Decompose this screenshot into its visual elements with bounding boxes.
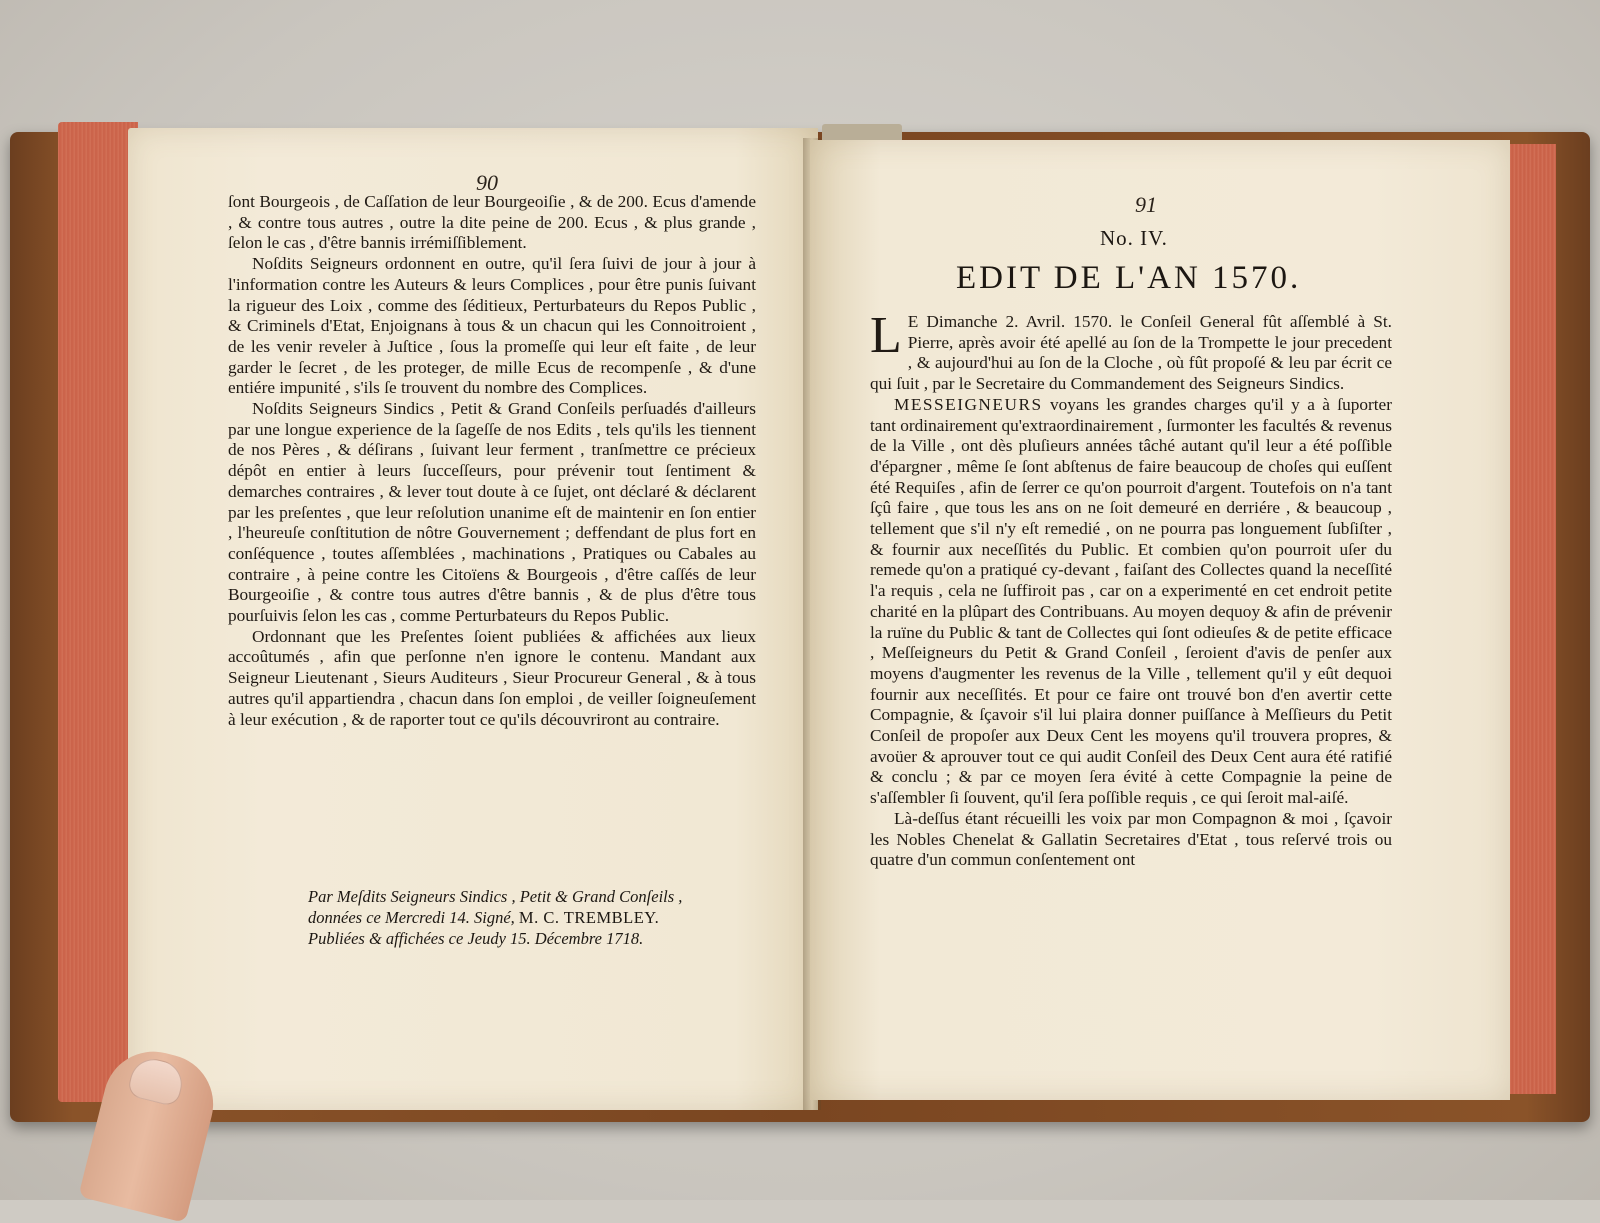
drop-cap: L — [870, 307, 902, 364]
document-number: No. IV. — [1100, 226, 1168, 250]
left-paragraph-2: Noſdits Seigneurs ordonnent en outre, qu'il ſera ſuivi de jour à jour à l'information contre les Auteurs & leurs Complices , pour être punis ſuivant la rigueur des Loix , comme des ſéditieux, Perturbateurs du Repos Public , & Criminels d'Etat, Enjoignans à tous & un chacun qui les Connoitroient , de les venir reveler à Juſtice , ſous la promeſſe qui leur eſt faite , de leur garder le ſecret , de les proteger, de mille Ecus de recompenſe , & d'une entiére impunité , s'ils ſe trouvent du nombre des Complices. — [228, 254, 756, 398]
signature-date: données ce Mercredi 14. Signé, — [308, 908, 515, 927]
left-page-number: 90 — [476, 170, 498, 195]
left-paragraph-3: Noſdits Seigneurs Sindics , Petit & Grand Conſeils perſuadés d'ailleurs par une longue experience de la ſageſſe de nos Edits , tels qu'ils les tiennent de nos Pères , & déſirans , ſuivant leur ferment , tranſmettre ce précieux dépôt en entier à leurs ſucceſſeurs, pour prévenir tout ſentiment & demarches contraires , & lever tout doute à ce ſujet, ont déclaré & déclarent par les preſentes , que leur reſolution unanime eſt de maintenir en ſon entier , l'heureuſe conſtitution de nôtre Gouvernement ; deffendant de plus fort en conſéquence , toutes aſſemblées , machinations , Pratiques ou Cabales au contraire , à peine contre les Citoïens & Bourgeois , d'être caſſés de leur Bourgeoiſie , & contre tous autres d'être bannis , & de plus d'être tous pourſuivis ſelon les cas , comme Perturbateurs du Repos Public. — [228, 399, 756, 626]
right-page-number: 91 — [1135, 192, 1157, 217]
signature-block — [308, 886, 768, 949]
left-paragraph-1: ſont Bourgeois , de Caſſation de leur Bourgeoiſie , & de 200. Ecus d'amende , & contre tous autres , outre la dite peine de 200. Ecus , & plus grande , ſelon le cas , d'être bannis irrémiſſiblement. — [228, 192, 756, 253]
left-page-body — [228, 192, 756, 730]
open-book — [10, 118, 1590, 1128]
right-paragraph-3: Là-deſſus étant récueilli les voix par mon Compagnon & moi , ſçavoir les Nobles Chenelat & Gallatin Secretaires d'Etat , tous reſervé trois ou quatre d'un commun conſentement ont — [870, 808, 1392, 870]
left-page — [128, 128, 818, 1110]
right-paragraph-1 — [870, 307, 1392, 395]
messeigneurs-word: MESSEIGNEURS — [894, 394, 1043, 414]
messeigneurs-text: voyans les grandes charges qu'il y a à ſuporter tant ordinairement qu'extraordinairement , ſurmonter les facultés & revenus de la Ville , ont dès pluſieurs années tâché autant qu'il leur a été poſſible d'épargner , même ſe ſont abſtenus de faire beaucoup de choſes qui euſſent été Requiſes , afin de ſerrer ce qu'on pourroit d'argent. Toutefois on n'a tant ſçû faire , que tous les ans on ne ſoit demeuré en derriére , & beaucoup , tellement que s'il n'y eſt remedié , on ne pourra pas longuement ſubſiſter , & fournir aux neceſſités du Public. Et combien qu'on pourroit uſer du remede qu'on a pratiqué cy-devant , faiſant des Collectes quand la neceſſité l'a requis , cela ne ſuffiroit pas , car on a experimenté en cet endroit petite charité en la plûpart des Contribuans. Au moyen dequoy & afin de prévenir la ruïne du Public & tant de Collectes qui ſont odieuſes & de petite efficace , Meſſeigneurs du Petit & Grand Conſeil , ſeroient d'avis de penſer aux moyens d'augmenter les revenus de la Ville , tellement qu'il y eût dequoi fournir aux neceſſités. Et pour ce faire ont trouvé bon d'en avertir cette Compagnie, & ſçavoir s'il lui plaira donner puiſſance à — [870, 394, 1392, 725]
document-title: EDIT DE L'AN 1570. — [956, 260, 1302, 296]
left-page-edges — [58, 122, 138, 1102]
right-page — [810, 140, 1510, 1100]
signature-line-2 — [308, 907, 768, 928]
right-paragraph-1-text: E Dimanche 2. Avril. 1570. le Conſeil General fût aſſemblé à St. Pierre, après avoir été apellé au ſon de la Trompette le jour precedent , & aujourd'hui au ſon de la Cloche , où fût propoſé & leu par écrit ce qui ſuit , par le Secretaire du Commandement des Seigneurs Sindics. — [870, 312, 1392, 394]
signature-line-3: Publiées & affichées ce Jeudy 15. Décembre 1718. — [308, 929, 644, 948]
right-paragraph-2 — [870, 395, 1392, 809]
signatory-name: M. C. TREMBLEY. — [518, 908, 660, 927]
signature-line-1: Par Meſdits Seigneurs Sindics , Petit & Grand Conſeils , — [308, 887, 683, 906]
right-paragraph-2-end: Meſſieurs du Petit Conſeil de propoſer aux Deux Cent les moyens qu'il trouvera propres, & avoüer & aprouver tout ce qui audit Conſeil des Deux Cent aura été ratifié & conclu ; & par ce moyen ſera évité à cette Compagnie la peine de s'aſſembler ſi ſouvent, qu'il ſera poſſible requis , ce qui ſeroit mal-aiſé. — [870, 705, 1393, 808]
fingernail — [126, 1054, 187, 1107]
left-paragraph-4: Ordonnant que les Preſentes ſoient publiées & affichées aux lieux accoûtumés , afin que perſonne n'en ignore le contenu. Mandant aux Seigneur Lieutenant , Sieurs Auditeurs , Sieur Procureur General , & à tous autres qu'il appartiendra , chacun dans ſon emploi , de veiller ſoigneuſement à leur exécution , & de raporter tout ce qu'ils découvriront au contraire. — [228, 626, 756, 729]
right-page-edges — [1510, 144, 1556, 1094]
right-page-body — [870, 307, 1393, 871]
